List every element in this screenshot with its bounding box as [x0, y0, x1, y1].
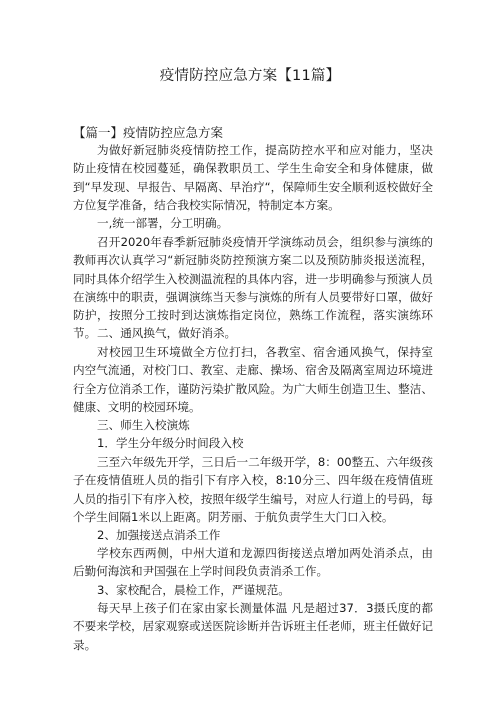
- heading-entry-drill: 三、师生入校演炼: [97, 418, 190, 432]
- section-heading: 【篇一】疫情防控应急方案: [73, 125, 224, 140]
- paragraph-grade-entry: 三至六年级先开学，三日后一二年级开学，8：00整五、六年级孩子在疫情值班人员的指引下有序入校，8:10分三、四年级在疫情值班人员的指引下有序入校，按照年级学生编号，对应人行道上的号码，每个学生间隔1米以上距离。阴芳丽、于航负责学生大门口入校。: [73, 455, 433, 524]
- subheading-disinfection: 2、加强接送点消杀工作: [97, 528, 221, 542]
- paragraph-disinfection: 学校东西两侧，中州大道和龙源四街接送点增加两处消杀点，由后勤何海滨和尹国强在上学时间段负责消杀工作。: [73, 546, 433, 579]
- paragraph-ventilation: 对校园卫生环境做全方位打扫，各教室、宿舍通风换气，保持室内空气流通，对校门口、教室、走廊、操场、宿舍及隔离室周边环境进行全方位消杀工作，谨防污染扩散风险。为广大师生创造卫生、整洁、健康、文明的校园环境。: [73, 345, 433, 414]
- paragraph-morning-check: 每天早上孩子们在家由家长测量体温 凡是超过37．3摄氏度的都不要来学校，居家观察或送医院诊断并告诉班主任老师，班主任做好记录。: [73, 601, 433, 652]
- subheading-morning-check: 3、家校配合，晨检工作，严谨规范。: [97, 583, 290, 597]
- document-title: 疫情防控应急方案【11篇】: [159, 68, 341, 84]
- heading-deploy: 一,统一部署，分工明确。: [97, 216, 229, 230]
- subheading-grade-entry: 1．学生分年级分时间段入校: [97, 436, 244, 450]
- heading-ventilation: 二、通风换气，做好消杀。: [97, 326, 237, 340]
- paragraph-deploy: 召开2020年春季新冠肺炎疫情开学演练动员会，组织参与演练的教师再次认真学习“新冠肺炎防控预演方案二以及预防肺炎报送流程，同时具体介绍学生入校测温流程的具体内容，进一步明确参与预演人员在演练中的职责，强调演练当天参与演炼的所有人员要带好口罩，做好防护，按照分工按时到达演炼指定岗位，熟练工作流程，落实演练环节。: [73, 235, 433, 341]
- paragraph-intro: 为做好新冠肺炎疫情防控工作，提高防控水平和应对能力，坚决防止疫情在校园蔓延，确保教职员工、学生生命安全和身体健康，做到“早发现、早报告、早隔离、早治疗“，保障师生安全顺利返校做好全方位复学准备，结合我校实际情况，特制定本方案。: [73, 143, 433, 212]
